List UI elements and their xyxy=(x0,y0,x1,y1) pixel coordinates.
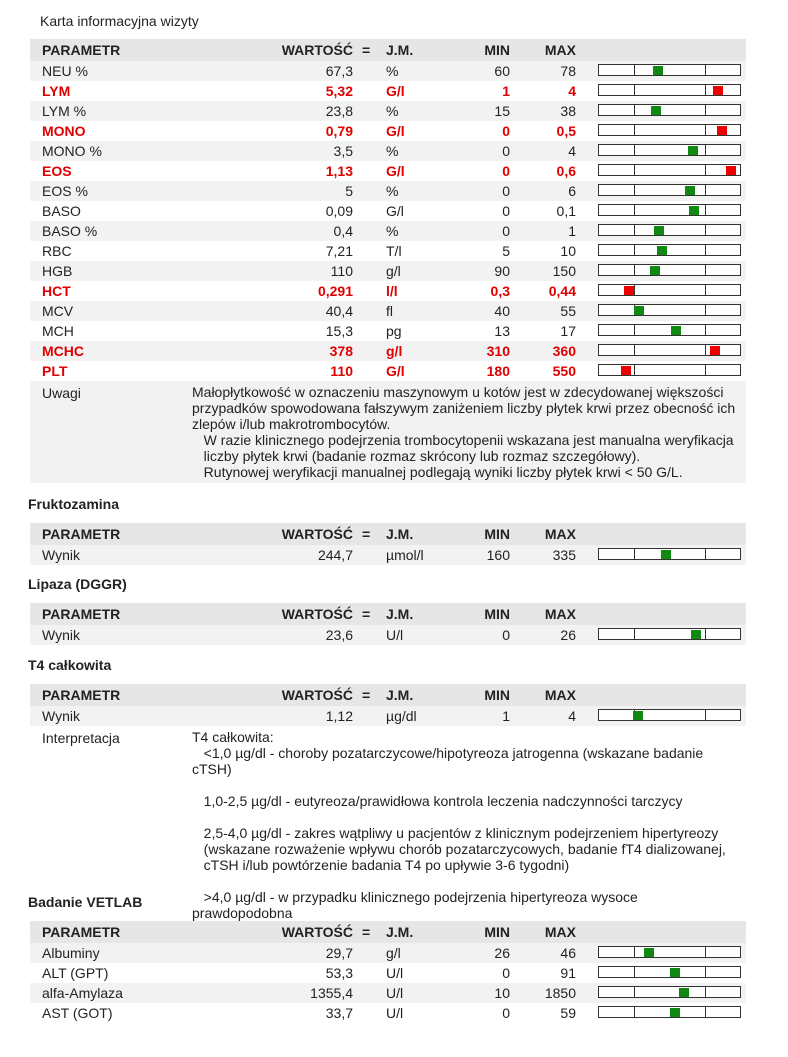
param-min: 1 xyxy=(502,83,510,99)
param-value: 29,7 xyxy=(325,945,353,961)
param-min: 0 xyxy=(502,203,510,219)
param-unit: g/l xyxy=(386,263,401,279)
param-name: Wynik xyxy=(42,627,80,643)
param-name: MCV xyxy=(42,303,74,319)
range-bar xyxy=(598,144,741,156)
param-unit: G/l xyxy=(386,123,405,139)
param-value: 33,7 xyxy=(325,1005,353,1021)
range-bar-marker xyxy=(644,948,654,957)
param-name: BASO xyxy=(42,203,81,219)
range-bar xyxy=(598,184,741,196)
table-row xyxy=(30,321,746,341)
param-min: 40 xyxy=(494,303,510,319)
range-bar-tick xyxy=(634,105,635,115)
range-bar-tick xyxy=(634,629,635,639)
param-min: 10 xyxy=(494,985,510,1001)
param-name: RBC xyxy=(42,243,72,259)
range-bar xyxy=(598,64,741,76)
text-line: przypadków spowodowana fałszywym zaniżeniem liczby płytek krwi przez obecność ich xyxy=(192,400,736,416)
param-name: MONO % xyxy=(42,143,102,159)
param-unit: % xyxy=(386,223,399,239)
param-unit: G/l xyxy=(386,163,405,179)
param-name: ALT (GPT) xyxy=(42,965,109,981)
range-bar-tick xyxy=(705,65,706,75)
range-bar-marker xyxy=(726,166,736,175)
header-max: MAX xyxy=(544,526,576,542)
param-max: 46 xyxy=(560,945,576,961)
range-bar-marker xyxy=(710,346,720,355)
param-max: 6 xyxy=(568,183,576,199)
param-name: LYM xyxy=(42,83,71,99)
range-bar xyxy=(598,324,741,336)
header-wartosc: WARTOŚĆ xyxy=(281,42,353,58)
text-line: zlepów i/lub makrotrombocytów. xyxy=(192,416,391,432)
range-bar-tick xyxy=(634,265,635,275)
table-header xyxy=(30,603,746,625)
table-body xyxy=(30,61,746,381)
param-max: 150 xyxy=(552,263,576,279)
param-value: 23,6 xyxy=(325,627,353,643)
param-max: 26 xyxy=(560,627,576,643)
param-unit: l/l xyxy=(386,283,398,299)
param-value: 244,7 xyxy=(317,547,353,563)
header-max: MAX xyxy=(544,924,576,940)
param-unit: U/l xyxy=(386,1005,404,1021)
param-min: 0 xyxy=(502,965,510,981)
table-row xyxy=(30,361,746,381)
param-name: MCH xyxy=(42,323,74,339)
param-min: 0 xyxy=(502,163,510,179)
param-value: 15,3 xyxy=(325,323,353,339)
param-min: 90 xyxy=(494,263,510,279)
range-bar xyxy=(598,204,741,216)
section-title: T4 całkowita xyxy=(28,657,112,673)
range-bar-marker xyxy=(685,186,695,195)
range-bar-tick xyxy=(634,285,635,295)
param-min: 1 xyxy=(502,708,510,724)
param-unit: g/l xyxy=(386,343,403,359)
param-max: 360 xyxy=(552,343,576,359)
table-row xyxy=(30,181,746,201)
param-max: 38 xyxy=(560,103,576,119)
param-unit: % xyxy=(386,183,399,199)
range-bar xyxy=(598,84,741,96)
param-name: HGB xyxy=(42,263,73,279)
notes-label: Uwagi xyxy=(42,385,81,401)
table-row xyxy=(30,261,746,281)
range-bar-marker xyxy=(671,326,681,335)
range-bar-tick xyxy=(634,245,635,255)
range-bar-tick xyxy=(634,549,635,559)
table-row xyxy=(30,161,746,181)
text-line: T4 całkowita: xyxy=(192,729,274,745)
param-value: 53,3 xyxy=(325,965,353,981)
section-vetlab xyxy=(30,891,746,1023)
header-jm: J.M. xyxy=(386,687,414,703)
text-line: (wskazane rozważenie wpływu chorób pozatarczycowych, badanie fT4 dializowanej, xyxy=(192,841,726,857)
range-bar xyxy=(598,986,741,998)
param-min: 0 xyxy=(502,183,510,199)
range-bar-marker xyxy=(679,988,689,997)
range-bar-tick xyxy=(705,165,706,175)
param-max: 91 xyxy=(560,965,576,981)
range-bar-marker xyxy=(624,286,634,295)
text-line: >4,0 µg/dl - w przypadku klinicznego podejrzenia hipertyreoza wysoce prawdopodobna xyxy=(192,889,642,921)
param-min: 13 xyxy=(494,323,510,339)
table-header xyxy=(30,39,746,61)
range-bar xyxy=(598,709,741,721)
param-unit: G/l xyxy=(386,203,404,219)
range-bar-marker xyxy=(689,206,699,215)
interpretation-label: Interpretacja xyxy=(42,730,120,746)
param-unit: G/l xyxy=(386,363,405,379)
range-bar-tick xyxy=(705,185,706,195)
section-title: Lipaza (DGGR) xyxy=(28,576,127,592)
param-name: Wynik xyxy=(42,708,80,724)
range-bar-tick xyxy=(705,205,706,215)
table-body xyxy=(30,943,746,1023)
param-max: 335 xyxy=(552,547,576,563)
header-wartosc: WARTOŚĆ xyxy=(281,606,353,622)
range-bar-tick xyxy=(634,947,635,957)
header-equals: = xyxy=(362,924,371,940)
param-name: EOS % xyxy=(42,183,88,199)
text-line xyxy=(192,777,736,793)
range-bar-tick xyxy=(705,245,706,255)
table-row xyxy=(30,61,746,81)
range-bar xyxy=(598,966,741,978)
param-max: 0,1 xyxy=(556,203,576,219)
param-name: MONO xyxy=(42,123,86,139)
text-line: liczby płytek krwi (badanie rozmaz skrócony lub rozmaz szczegółowy). xyxy=(192,448,641,464)
param-name: PLT xyxy=(42,363,68,379)
header-jm: J.M. xyxy=(386,42,414,58)
param-min: 60 xyxy=(494,63,510,79)
header-jm: J.M. xyxy=(386,606,414,622)
param-value: 5 xyxy=(345,183,353,199)
range-bar-tick xyxy=(634,325,635,335)
table-row xyxy=(30,983,746,1003)
table-row xyxy=(30,241,746,261)
param-min: 15 xyxy=(494,103,510,119)
range-bar xyxy=(598,164,741,176)
range-bar xyxy=(598,1006,741,1018)
table-row xyxy=(30,221,746,241)
range-bar-marker xyxy=(653,66,663,75)
notes-text xyxy=(192,381,746,483)
header-min: MIN xyxy=(484,687,510,703)
param-unit: U/l xyxy=(386,985,404,1001)
param-name: Albuminy xyxy=(42,945,100,961)
param-value: 0,291 xyxy=(317,283,353,299)
range-bar-marker xyxy=(670,968,680,977)
header-wartosc: WARTOŚĆ xyxy=(281,526,353,542)
text-line: 2,5-4,0 µg/dl - zakres wątpliwy u pacjentów z klinicznym podejrzeniem hipertyreozy xyxy=(192,825,719,841)
range-bar xyxy=(598,548,741,560)
header-parametr: PARAMETR xyxy=(42,42,121,58)
range-bar xyxy=(598,124,741,136)
table-row xyxy=(30,963,746,983)
header-min: MIN xyxy=(484,606,510,622)
param-name: NEU % xyxy=(42,63,88,79)
section-title: Badanie VETLAB xyxy=(28,894,143,910)
range-bar-tick xyxy=(705,105,706,115)
range-bar xyxy=(598,344,741,356)
param-value: 1355,4 xyxy=(310,985,353,1001)
range-bar xyxy=(598,244,741,256)
param-max: 1 xyxy=(568,223,576,239)
param-unit: µg/dl xyxy=(386,708,417,724)
param-min: 0,3 xyxy=(490,283,510,299)
param-value: 3,5 xyxy=(333,143,353,159)
param-unit: % xyxy=(386,143,399,159)
header-parametr: PARAMETR xyxy=(42,606,121,622)
section-morphology xyxy=(30,39,746,483)
range-bar-tick xyxy=(634,205,635,215)
param-min: 0 xyxy=(502,143,510,159)
param-max: 0,44 xyxy=(548,283,576,299)
text-line: cTSH i/lub powtórzenie badania T4 po upływie 3-6 tygodni) xyxy=(192,857,570,873)
param-min: 5 xyxy=(502,243,510,259)
table-row xyxy=(30,121,746,141)
range-bar-tick xyxy=(634,365,635,375)
table-header xyxy=(30,921,746,943)
param-value: 110 xyxy=(330,263,353,279)
range-bar-marker xyxy=(657,246,667,255)
table-body xyxy=(30,706,746,726)
param-name: LYM % xyxy=(42,103,87,119)
section-lipaza xyxy=(30,573,746,645)
param-min: 0 xyxy=(502,627,510,643)
range-bar-tick xyxy=(705,710,706,720)
param-value: 5,32 xyxy=(325,83,353,99)
range-bar-marker xyxy=(621,366,631,375)
text-line xyxy=(192,873,736,889)
text-line: <1,0 µg/dl - choroby pozatarczycowe/hipotyreoza jatrogenna (wskazane badanie cTSH) xyxy=(192,745,708,777)
text-line: Rutynowej weryfikacji manualnej podlegają wyniki liczby płytek krwi < 50 G/L. xyxy=(192,464,683,480)
range-bar-tick xyxy=(705,265,706,275)
header-min: MIN xyxy=(484,924,510,940)
header-max: MAX xyxy=(544,42,576,58)
table-row xyxy=(30,341,746,361)
range-bar-tick xyxy=(705,967,706,977)
header-parametr: PARAMETR xyxy=(42,526,121,542)
table-header xyxy=(30,684,746,706)
param-max: 78 xyxy=(560,63,576,79)
range-bar-tick xyxy=(634,165,635,175)
range-bar-tick xyxy=(705,345,706,355)
range-bar-tick xyxy=(705,325,706,335)
range-bar-tick xyxy=(634,225,635,235)
param-unit: µmol/l xyxy=(386,547,424,563)
header-parametr: PARAMETR xyxy=(42,924,121,940)
param-min: 180 xyxy=(486,363,510,379)
range-bar xyxy=(598,284,741,296)
param-max: 59 xyxy=(560,1005,576,1021)
param-name: alfa-Amylaza xyxy=(42,985,123,1001)
param-name: AST (GOT) xyxy=(42,1005,113,1021)
section-title: Fruktozamina xyxy=(28,496,120,512)
param-value: 7,21 xyxy=(325,243,353,259)
param-unit: U/l xyxy=(386,627,404,643)
param-max: 55 xyxy=(560,303,576,319)
range-bar xyxy=(598,224,741,236)
range-bar-tick xyxy=(634,967,635,977)
table-body xyxy=(30,545,746,565)
text-line xyxy=(192,809,736,825)
param-value: 1,12 xyxy=(325,708,353,724)
param-name: MCHC xyxy=(42,343,84,359)
range-bar-tick xyxy=(634,125,635,135)
table-row xyxy=(30,201,746,221)
param-unit: g/l xyxy=(386,945,401,961)
range-bar-marker xyxy=(650,266,660,275)
param-min: 0 xyxy=(502,223,510,239)
range-bar xyxy=(598,364,741,376)
param-unit: pg xyxy=(386,323,402,339)
param-unit: % xyxy=(386,63,399,79)
range-bar-tick xyxy=(705,947,706,957)
table-row xyxy=(30,281,746,301)
header-max: MAX xyxy=(544,687,576,703)
section-fruktozamina xyxy=(30,493,746,565)
range-bar-tick xyxy=(634,1007,635,1017)
range-bar-tick xyxy=(705,365,706,375)
header-wartosc: WARTOŚĆ xyxy=(281,687,353,703)
param-value: 23,8 xyxy=(325,103,353,119)
range-bar-marker xyxy=(688,146,698,155)
range-bar-tick xyxy=(705,85,706,95)
header-jm: J.M. xyxy=(386,924,414,940)
range-bar-tick xyxy=(634,345,635,355)
range-bar xyxy=(598,946,741,958)
param-value: 110 xyxy=(330,363,353,379)
range-bar-tick xyxy=(705,305,706,315)
range-bar-tick xyxy=(634,145,635,155)
table-row xyxy=(30,101,746,121)
header-equals: = xyxy=(362,42,371,58)
range-bar xyxy=(598,104,741,116)
header-min: MIN xyxy=(484,42,510,58)
table-body xyxy=(30,625,746,645)
param-min: 160 xyxy=(486,547,510,563)
param-min: 0 xyxy=(502,123,510,139)
range-bar-marker xyxy=(634,306,644,315)
param-unit: fl xyxy=(386,303,393,319)
range-bar-tick xyxy=(705,549,706,559)
table-row xyxy=(30,706,746,726)
range-bar-marker xyxy=(654,226,664,235)
text-line: Małopłytkowość w oznaczeniu maszynowym u kotów jest w zdecydowanej większości xyxy=(192,384,724,400)
param-value: 0,4 xyxy=(333,223,353,239)
param-name: BASO % xyxy=(42,223,98,239)
param-max: 10 xyxy=(560,243,576,259)
param-max: 1850 xyxy=(544,985,576,1001)
text-line: W razie klinicznego podejrzenia trombocytopenii wskazana jest manualna weryfikacja xyxy=(192,432,734,448)
header-equals: = xyxy=(362,687,371,703)
param-min: 310 xyxy=(486,343,510,359)
param-max: 4 xyxy=(568,83,576,99)
range-bar-tick xyxy=(705,1007,706,1017)
range-bar-marker xyxy=(651,106,661,115)
range-bar-marker xyxy=(633,711,643,720)
header-min: MIN xyxy=(484,526,510,542)
range-bar-tick xyxy=(705,987,706,997)
range-bar xyxy=(598,264,741,276)
table-row xyxy=(30,943,746,963)
param-max: 17 xyxy=(560,323,576,339)
header-equals: = xyxy=(362,606,371,622)
param-name: HCT xyxy=(42,283,71,299)
param-max: 550 xyxy=(552,363,576,379)
table-row xyxy=(30,545,746,565)
param-value: 40,4 xyxy=(325,303,353,319)
range-bar-tick xyxy=(705,285,706,295)
table-row xyxy=(30,1003,746,1023)
range-bar-tick xyxy=(705,629,706,639)
range-bar-tick xyxy=(634,987,635,997)
range-bar-tick xyxy=(705,145,706,155)
param-max: 4 xyxy=(568,143,576,159)
table-header xyxy=(30,523,746,545)
notes-row xyxy=(30,381,746,483)
range-bar-tick xyxy=(705,225,706,235)
range-bar-tick xyxy=(634,185,635,195)
param-value: 378 xyxy=(329,343,353,359)
header-wartosc: WARTOŚĆ xyxy=(281,924,353,940)
range-bar-marker xyxy=(661,550,671,559)
header-max: MAX xyxy=(544,606,576,622)
header-equals: = xyxy=(362,526,371,542)
table-row xyxy=(30,141,746,161)
range-bar-marker xyxy=(670,1008,680,1017)
param-value: 67,3 xyxy=(325,63,353,79)
param-value: 0,79 xyxy=(325,123,353,139)
param-unit: U/l xyxy=(386,965,404,981)
text-line: 1,0-2,5 µg/dl - eutyreoza/prawidłowa kontrola leczenia nadczynności tarczycy xyxy=(192,793,683,809)
param-unit: G/l xyxy=(386,83,405,99)
table-row xyxy=(30,301,746,321)
param-name: Wynik xyxy=(42,547,80,563)
range-bar-tick xyxy=(634,85,635,95)
section-t4 xyxy=(30,654,746,924)
document-title: Karta informacyjna wizyty xyxy=(40,13,199,29)
param-min: 26 xyxy=(494,945,510,961)
range-bar xyxy=(598,304,741,316)
header-jm: J.M. xyxy=(386,526,414,542)
range-bar-marker xyxy=(713,86,723,95)
param-min: 0 xyxy=(502,1005,510,1021)
range-bar-tick xyxy=(705,125,706,135)
param-max: 0,6 xyxy=(556,163,576,179)
range-bar-tick xyxy=(634,65,635,75)
param-value: 0,09 xyxy=(325,203,353,219)
param-max: 0,5 xyxy=(556,123,576,139)
range-bar-marker xyxy=(717,126,727,135)
param-max: 4 xyxy=(568,708,576,724)
range-bar xyxy=(598,628,741,640)
range-bar-marker xyxy=(691,630,701,639)
param-unit: T/l xyxy=(386,243,402,259)
table-row xyxy=(30,81,746,101)
param-name: EOS xyxy=(42,163,72,179)
table-row xyxy=(30,625,746,645)
param-unit: % xyxy=(386,103,399,119)
header-parametr: PARAMETR xyxy=(42,687,121,703)
param-value: 1,13 xyxy=(325,163,353,179)
